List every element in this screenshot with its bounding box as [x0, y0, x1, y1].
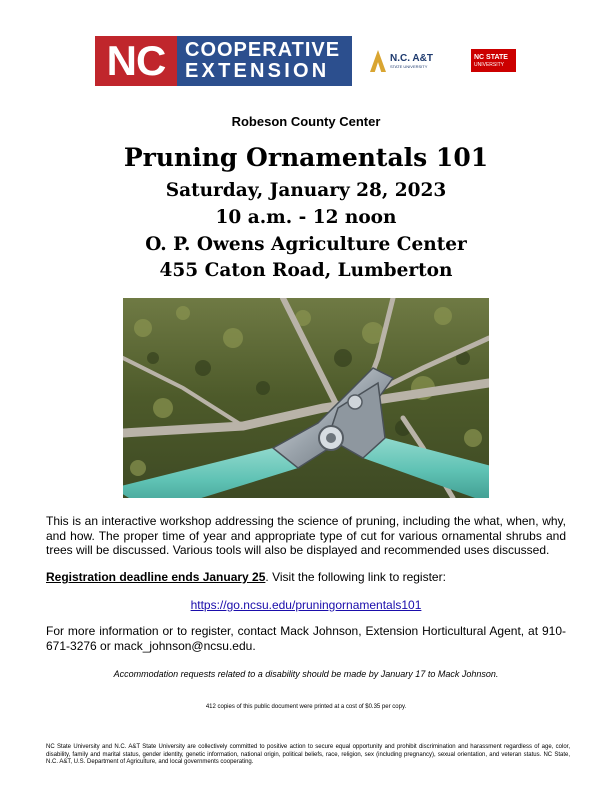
pruning-shears-photo [123, 298, 489, 498]
event-address: 455 Caton Road, Lumberton [159, 260, 453, 281]
nc-at-wordmark [390, 53, 433, 69]
nc-state-line2: UNIVERSITY [474, 61, 505, 68]
registration-instructions: . Visit the following link to register: [265, 570, 446, 584]
accommodation-notice: Accommodation requests related to a disability should be made by January 17 to Mack Johnson. [113, 669, 499, 679]
aggie-a-icon [370, 50, 386, 72]
nc-at-subtitle: STATE UNIVERSITY [390, 64, 428, 69]
workshop-description: This is an interactive workshop addressing the science of pruning, including the what, when, why, and how. The proper time of year and appropriate type of cut for various ornamental shrubs and trees will be discussed. Various tools will also be displayed and recommended uses discussed. [46, 514, 566, 557]
nc-cooperative-extension-logo [95, 36, 352, 86]
nc-logo-wordmark [177, 36, 352, 86]
nc-state-line1: NC STATE [474, 53, 508, 61]
printing-cost-notice: 412 copies of this public document were printed at a cost of $0.35 per copy. [205, 704, 407, 710]
nc-logo-badge: NC [95, 36, 177, 86]
nc-at-name: N.C. A&T [390, 53, 433, 64]
contact-info: For more information or to register, contact Mack Johnson, Extension Horticultural Agent, at 910-671-3276 or mack_johnson@ncsu.edu. [46, 624, 566, 653]
event-venue: O. P. Owens Agriculture Center [145, 234, 467, 255]
event-title: Pruning Ornamentals 101 [123, 143, 489, 172]
registration-info [46, 570, 566, 585]
county-center: Robeson County Center [231, 114, 381, 129]
nc-logo-line2: EXTENSION [185, 60, 330, 82]
registration-deadline: Registration deadline ends January 25 [46, 570, 266, 584]
equal-opportunity-statement: NC State University and N.C. A&T State University are collectively committed to positive action to secure equal opportunity and prohibit discrimination and harassment regardless of age, color, disability, family and marital status, gender identity, genetic information, national origin, political beliefs, race, religion, sex (including pregnancy), sexual orientation, and veteran status. NC State, N.C. A&T, U.S. Department of Agriculture, and local governments cooperating. [46, 744, 570, 766]
event-time: 10 a.m. - 12 noon [215, 207, 397, 228]
nc-logo-line1: COOPERATIVE [185, 39, 341, 61]
event-date: Saturday, January 28, 2023 [165, 180, 447, 201]
nc-state-logo [471, 49, 516, 72]
registration-link[interactable]: https://go.ncsu.edu/pruningornamentals101 [190, 598, 422, 612]
nc-at-logo [370, 50, 433, 72]
